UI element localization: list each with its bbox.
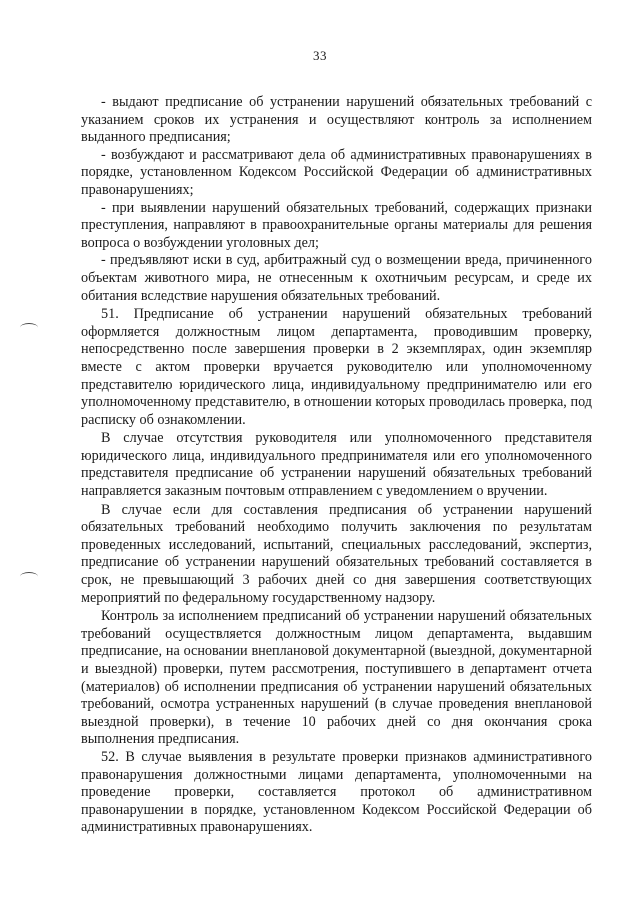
margin-mark: [20, 572, 38, 581]
paragraph-control: Контроль за исполнением предписаний об устранении нарушений обязательных требований осуществляется должностным лицом департамента, выдавшим предписание, на основании внеплановой документарной (выездной, документарной и выездной) проверки, путем рассмотрения, поступившего в департамент отчета (материалов) об исполнении предписания об устранении нарушений обязательных требований, осмотра устраненных нарушений (в случае проведения внеплановой выездной проверки), в течение 10 рабочих дней со дня окончания срока выполнения предписания.: [81, 608, 592, 748]
page-number: 33: [313, 48, 327, 63]
paragraph-absence: В случае отсутствия руководителя или уполномоченного представителя юридического лица, индивидуального предпринимателя или его уполномоченного представителя предписание об устранении нарушений обязательных требований направляется заказным почтовым отправлением с уведомлением о вручении.: [81, 430, 592, 500]
paragraph-52: 52. В случае выявления в результате проверки признаков административного правонарушения должностными лицами департамента, уполномоченными на проведение проверки, составляется протокол об административном правонарушении в порядке, установленном Кодексом Российской Федерации об административных правонарушениях.: [81, 748, 592, 836]
document-body: [81, 94, 592, 837]
paragraph-conclusions: В случае если для составления предписания об устранении нарушений обязательных требований необходимо получить заключения по результатам проведенных исследований, испытаний, специальных расследований, экспертиз, предписание об устранении нарушений обязательных требований составляется в срок, не превышающий 3 рабочих дней со дня завершения соответствующих мероприятий по федеральному государственному надзору.: [81, 501, 592, 606]
margin-mark: [20, 323, 38, 332]
paragraph-file-claims: - предъявляют иски в суд, арбитражный суд о возмещении вреда, причиненного объектам животного мира, не отнесенным к охотничьим ресурсам, и среде их обитания вследствие нарушения обязательных требований.: [81, 252, 592, 304]
paragraph-51: 51. Предписание об устранении нарушений обязательных требований оформляется должностным лицом департамента, проводившим проверку, непосредственно после завершения проверки в 2 экземплярах, один экземпляр вместе с актом проверки вручается руководителю или уполномоченному представителю юридического лица, индивидуальному предпринимателю или его уполномоченному представителю, в отношении которых проводилась проверка, под расписку об ознакомлении.: [81, 306, 592, 428]
paragraph-issue-order: - выдают предписание об устранении нарушений обязательных требований с указанием сроков их устранения и осуществляют контроль за исполнением выданного предписания;: [81, 94, 592, 146]
paragraph-send-materials: - при выявлении нарушений обязательных требований, содержащих признаки преступления, направляют в правоохранительные органы материалы для решения вопроса о возбуждении уголовных дел;: [81, 199, 592, 251]
paragraph-initiate-cases: - возбуждают и рассматривают дела об административных правонарушениях в порядке, установленном Кодексом Российской Федерации об административных правонарушениях;: [81, 146, 592, 198]
